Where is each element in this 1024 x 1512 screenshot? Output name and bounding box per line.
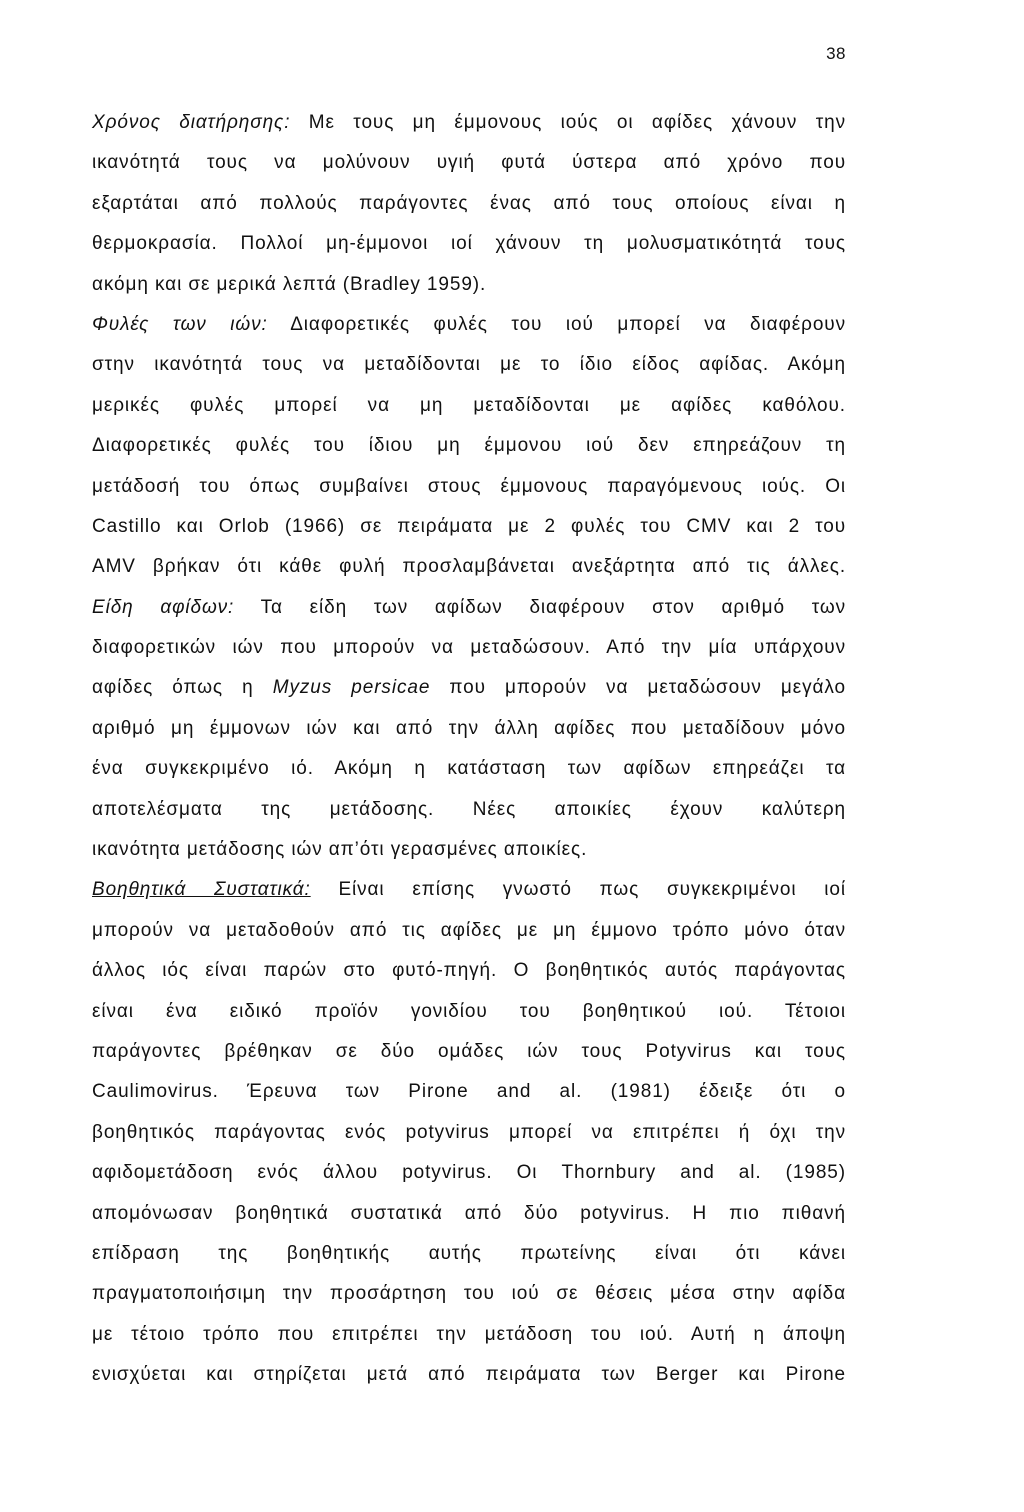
text-line-content: που μπορούν να μεταδώσουν μεγάλο [430, 677, 846, 699]
text-line [92, 588, 846, 628]
text-line-content: αφιδομετάδοση ενός άλλου potyvirus. Οι Thornbury and al. (1985) [92, 1162, 846, 1184]
text-line-content: άλλος ιός είναι παρών στο φυτό-πηγή. Ο βοηθητικός αυτός παράγοντας [92, 960, 846, 982]
text-line [92, 668, 846, 708]
text-line-content: στην ικανότητά τους να μεταδίδονται με το ίδιο είδος αφίδας. Ακόμη [92, 354, 846, 376]
text-line-content: μετάδοσή του όπως συμβαίνει στους έμμονους παραγόμενους ιούς. Οι [92, 475, 846, 497]
text-line [92, 426, 846, 466]
text-line-content: ένα συγκεκριμένο ιό. Ακόμη η κατάσταση των αφίδων επηρεάζει τα [92, 758, 846, 780]
text-line [92, 1032, 846, 1072]
text-line [92, 628, 846, 668]
text-line-content: είναι ένα ειδικό προϊόν γονιδίου του βοηθητικού ιού. Τέτοιοι [92, 1000, 846, 1022]
text-line [92, 143, 846, 183]
text-line [92, 345, 846, 385]
text-line-content: εξαρτάται από πολλούς παράγοντες ένας από τους οποίους είναι η [92, 192, 846, 214]
text-line-content: ακόμη και σε μερικά λεπτά (Bradley 1959). [92, 273, 487, 295]
text-line [92, 305, 846, 345]
text-line-content: με τέτοιο τρόπο που επιτρέπει την μετάδοση του ιού. Αυτή η άποψη [92, 1323, 846, 1345]
text-line [92, 911, 846, 951]
text-line [92, 1315, 846, 1355]
text-line [92, 386, 846, 426]
text-line [92, 1355, 846, 1395]
text-line-content: παράγοντες βρέθηκαν σε δύο ομάδες ιών τους Potyvirus και τους [92, 1040, 846, 1062]
text-line [92, 507, 846, 547]
text-line-content: αποτελέσματα της μετάδοσης. Νέες αποικίες έχουν καλύτερη [92, 798, 846, 820]
section-label: Χρόνος διατήρησης: [92, 112, 291, 133]
text-line [92, 992, 846, 1032]
text-line-content: βοηθητικός παράγοντας ενός potyvirus μπορεί να επιτρέπει ή όχι την [92, 1121, 846, 1143]
text-line [92, 951, 846, 991]
text-line-content: ικανότητα μετάδοσης ιών απ’ότι γερασμένες αποικίες. [92, 839, 588, 861]
text-line [92, 1072, 846, 1112]
text-line-content: Είναι επίσης γνωστό πως συγκεκριμένοι ιοί [338, 879, 846, 901]
page-number: 38 [826, 44, 846, 63]
text-line-content: Τα είδη των αφίδων διαφέρουν στον αριθμό των [260, 596, 846, 618]
text-line-content: διαφορετικών ιών που μπορούν να μεταδώσουν. Από την μία υπάρχουν [92, 637, 846, 659]
text-line [92, 1234, 846, 1274]
text-line-content: Διαφορετικές φυλές του ιού μπορεί να διαφέρουν [290, 313, 846, 335]
text-line [92, 265, 846, 305]
text-line [92, 709, 846, 749]
text-line [92, 1153, 846, 1193]
text-line-content: Caulimovirus. Έρευνα των Pirone and al. (1981) έδειξε ότι ο [92, 1081, 846, 1103]
text-line-content: Διαφορετικές φυλές του ίδιου μη έμμονου ιού δεν επηρεάζουν τη [92, 435, 846, 457]
text-line [92, 184, 846, 224]
text-line-content: πραγματοποιήσιμη την προσάρτηση του ιού σε θέσεις μέσα στην αφίδα [92, 1283, 846, 1305]
text-line-content: επίδραση της βοηθητικής αυτής πρωτείνης είναι ότι κάνει [92, 1242, 846, 1264]
text-line [92, 749, 846, 789]
text-line-content: απομόνωσαν βοηθητικά συστατικά από δύο potyvirus. Η πιο πιθανή [92, 1202, 846, 1224]
section-label: Είδη αφίδων: [92, 596, 235, 618]
text-line-content: ενισχύεται και στηρίζεται μετά από πειράματα των Berger και Pirone [92, 1364, 846, 1386]
text-line [92, 547, 846, 587]
text-line-content: μερικές φυλές μπορεί να μη μεταδίδονται με αφίδες καθόλου. [92, 394, 846, 416]
text-line [92, 1274, 846, 1314]
text-line [92, 1194, 846, 1234]
text-line-content: ικανότητά τους να μολύνουν υγιή φυτά ύστερα από χρόνο που [92, 152, 846, 174]
text-line [92, 870, 846, 910]
text-line-content: αριθμό μη έμμονων ιών και από την άλλη αφίδες που μεταδίδουν μόνο [92, 717, 846, 739]
text-line-content: Castillo και Orlob (1966) σε πειράματα με 2 φυλές του CMV και 2 του [92, 515, 846, 537]
text-line-content: Με τους μη έμμονους ιούς οι αφίδες χάνουν την [308, 112, 846, 133]
section-label: Βοηθητικά Συστατικά: [92, 879, 311, 901]
text-line-prefix: αφίδες όπως η [92, 677, 273, 699]
text-line [92, 224, 846, 264]
section-label: Φυλές των ιών: [92, 313, 268, 335]
text-line-content: μπορούν να μεταδοθούν από τις αφίδες με μη έμμονο τρόπο μόνο όταν [92, 919, 846, 941]
text-line [92, 1113, 846, 1153]
text-line-content: θερμοκρασία. Πολλοί μη-έμμονοι ιοί χάνουν τη μολυσματικότητά τους [92, 233, 846, 255]
text-line [92, 790, 846, 830]
text-line-content: AMV βρήκαν ότι κάθε φυλή προσλαμβάνεται ανεξάρτητα από τις άλλες. [92, 556, 846, 578]
text-line [92, 830, 846, 870]
text-line [92, 467, 846, 507]
body-text [92, 103, 846, 1396]
text-line [92, 103, 846, 143]
section-label: Myzus persicae [272, 677, 431, 699]
